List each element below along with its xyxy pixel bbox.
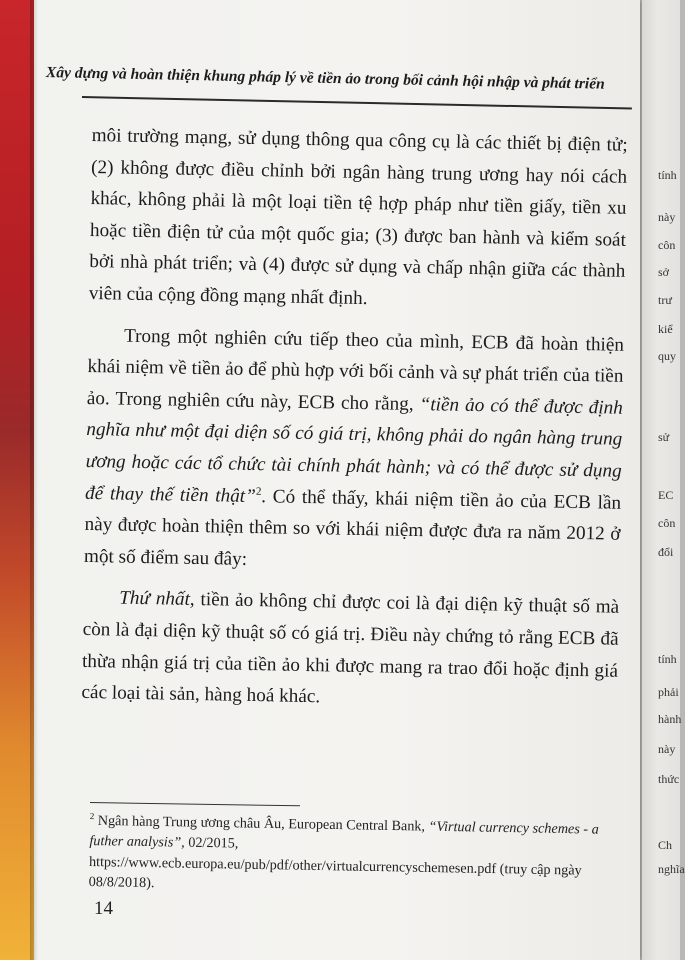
page-number: 14 xyxy=(94,898,113,919)
paragraph-1: môi trường mạng, sử dụng thông qua công cụ là các thiết bị điện tử; (2) không được điều chỉnh bởi ngân hàng trung ương hay nói cách khác, không phải là một loại tiền tệ hợp pháp như tiền giấy, tiền xu hoặc tiền điện tử của một quốc gia; (3) được ban hành và kiểm soát bởi nhà phát triển; và (4) được sử dụng và chấp nhận giữa các thành viên của cộng đồng mạng nhất định. xyxy=(88,124,628,310)
next-page-fragment: Ch xyxy=(658,838,673,852)
next-page-fragment: hành xyxy=(658,712,682,726)
footnote-mark: 2 xyxy=(89,810,95,822)
next-page-fragment: này xyxy=(658,210,676,224)
next-page-fragment: côn xyxy=(658,238,676,252)
next-page-fragment: tính xyxy=(658,652,677,666)
next-page-edge xyxy=(642,0,685,960)
footnote-title: “Virtual currency schemes - a futher analysis” xyxy=(89,818,599,851)
next-page-fragment: phải xyxy=(658,685,679,699)
paragraph-2-lead: Trong một nghiên cứu tiếp theo của mình, ECB đã hoàn thiện khái niệm về tiền ảo để phù hợp với bối cảnh và sự phát triển của tiền ảo. Trong nghiên cứu này, ECB cho rằng, xyxy=(86,325,625,415)
next-page-fragment: thức xyxy=(658,772,680,786)
next-page-fragment: EC xyxy=(658,488,674,502)
next-page-fragment: sở xyxy=(658,265,670,279)
paragraph-3 xyxy=(81,582,619,718)
body-text xyxy=(81,120,628,718)
paragraph-2 xyxy=(84,320,625,583)
next-page-fragment: đổi xyxy=(658,545,674,559)
next-page-fragment: kiể xyxy=(658,322,673,336)
footnote-text-lead: Ngân hàng Trung ương châu Âu, European Central Bank, xyxy=(94,812,429,835)
paragraph-3-lead: Thứ nhất xyxy=(119,587,191,611)
next-page-fragment: nghĩa xyxy=(658,862,685,876)
paragraph-2-tail: . Có thể thấy, khái niệm tiền ảo của ECB lần này được hoàn thiện thêm so với khái niệm được đưa ra năm 2012 ở một số điểm sau đây: xyxy=(83,485,622,570)
next-page-fragment: trư xyxy=(658,293,672,307)
footnote-text-tail: , 02/2015, https://www.ecb.europa.eu/pub/pdf/other/virtualcurrencyschemesen.pdf (truy cập ngày 08/8/2018). xyxy=(88,834,582,892)
running-header: Xây dựng và hoàn thiện khung pháp lý về tiền ảo trong bối cảnh hội nhập và phát triển xyxy=(45,64,605,93)
ecb-definition-quote: “tiền ảo có thể được định nghĩa như một đại diện số có giá trị, không phải do ngân hàng trung ương hoặc các tổ chức tài chính phát hành; và có thể được sử dụng để thay thế tiền thật” xyxy=(84,393,624,507)
book-spine xyxy=(0,0,34,960)
next-page-fragment: côn xyxy=(658,516,676,530)
footnote-reference: 2 xyxy=(255,485,262,498)
footnote xyxy=(88,806,623,902)
spine-shadow xyxy=(30,0,38,960)
next-page-fragment: quy xyxy=(658,349,676,363)
next-page-fragment: tính xyxy=(658,168,677,182)
next-page-fragment: này xyxy=(658,742,676,756)
paragraph-3-tail: , tiền ảo không chỉ được coi là đại diện kỹ thuật số mà còn là đại diện kỹ thuật số có giá trị. Điều này chứng tỏ rằng ECB đã thừa nhận giá trị của tiền ảo khi được mang ra trao đổi hoặc định giá các loại tài sản, hàng hoá khác. xyxy=(81,589,620,708)
next-page-fragment: sử xyxy=(658,430,670,444)
